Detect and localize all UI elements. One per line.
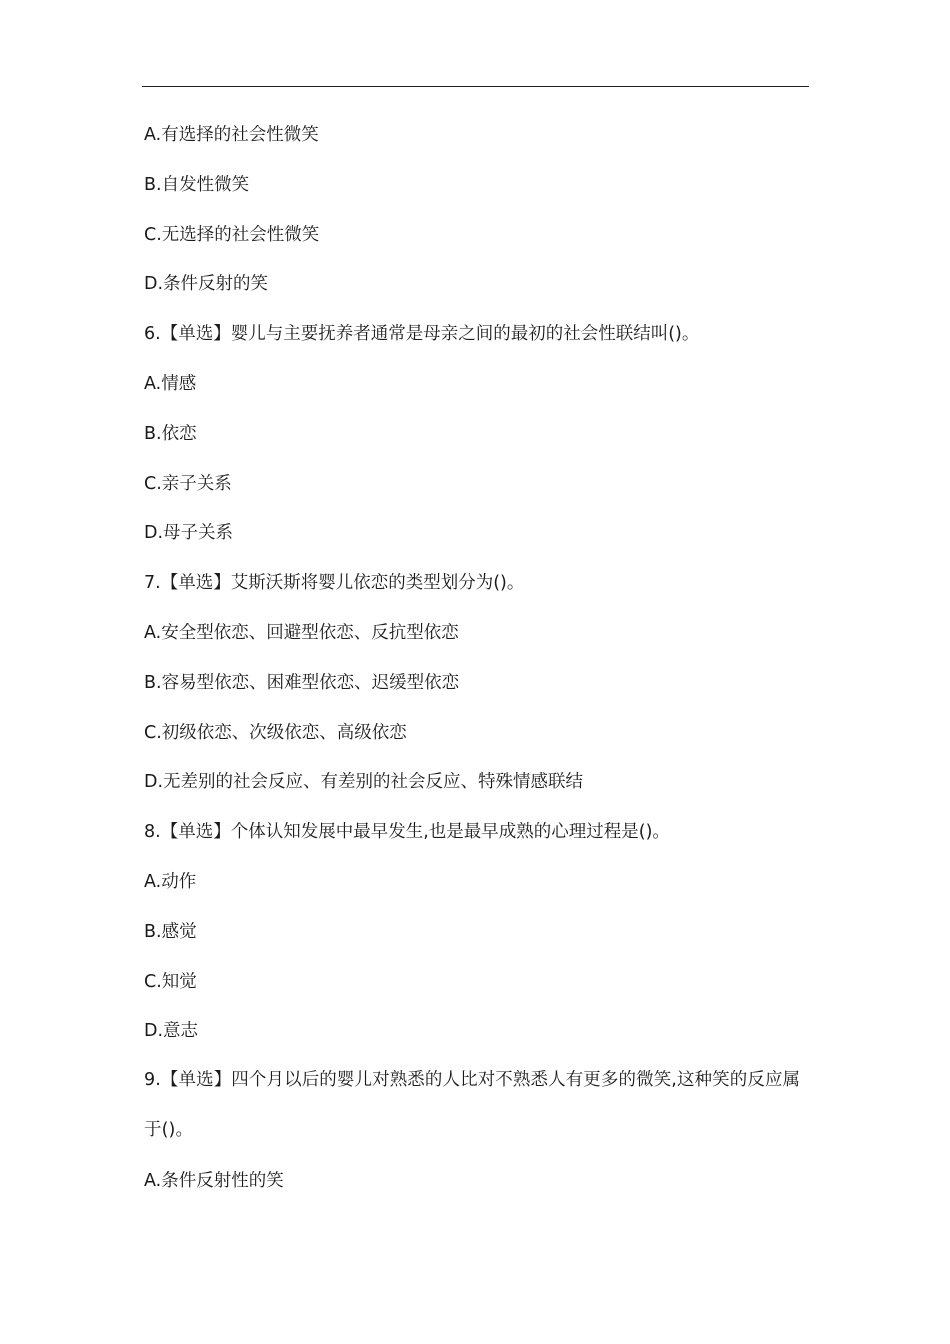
option-line: D.无差别的社会反应、有差别的社会反应、特殊情感联结: [144, 772, 584, 793]
option-line: C.无选择的社会性微笑: [144, 224, 320, 245]
option-line: B.依恋: [144, 423, 197, 444]
option-line: C.亲子关系: [144, 473, 232, 494]
option-line: A.安全型依恋、回避型依恋、反抗型依恋: [144, 622, 459, 643]
option-line: A.有选择的社会性微笑: [144, 125, 319, 145]
option-line: A.动作: [144, 871, 197, 892]
option-line: C.知觉: [144, 971, 197, 992]
question-9: 9.【单选】四个月以后的婴儿对熟悉的人比对不熟悉人有更多的微笑,这种笑的反应属于()。: [144, 1070, 801, 1141]
header-rule: [142, 86, 809, 87]
option-line: D.条件反射的笑: [144, 274, 269, 295]
question-8: 8.【单选】个体认知发展中最早发生,也是最早成熟的心理过程是()。: [144, 822, 670, 843]
option-line: B.感觉: [144, 921, 197, 942]
question-7: 7.【单选】艾斯沃斯将婴儿依恋的类型划分为()。: [144, 573, 525, 594]
option-line: B.容易型依恋、困难型依恋、迟缓型依恋: [144, 672, 460, 693]
option-line: D.母子关系: [144, 523, 234, 544]
option-line: A.条件反射性的笑: [144, 1170, 284, 1191]
option-line: C.初级依恋、次级依恋、高级依恋: [144, 722, 407, 743]
question-6: 6.【单选】婴儿与主要抚养者通常是母亲之间的最初的社会性联结叫()。: [144, 324, 700, 345]
option-line: B.自发性微笑: [144, 174, 250, 195]
option-line: D.意志: [144, 1021, 199, 1042]
option-line: A.情感: [144, 373, 197, 394]
question-content: [144, 125, 812, 1221]
